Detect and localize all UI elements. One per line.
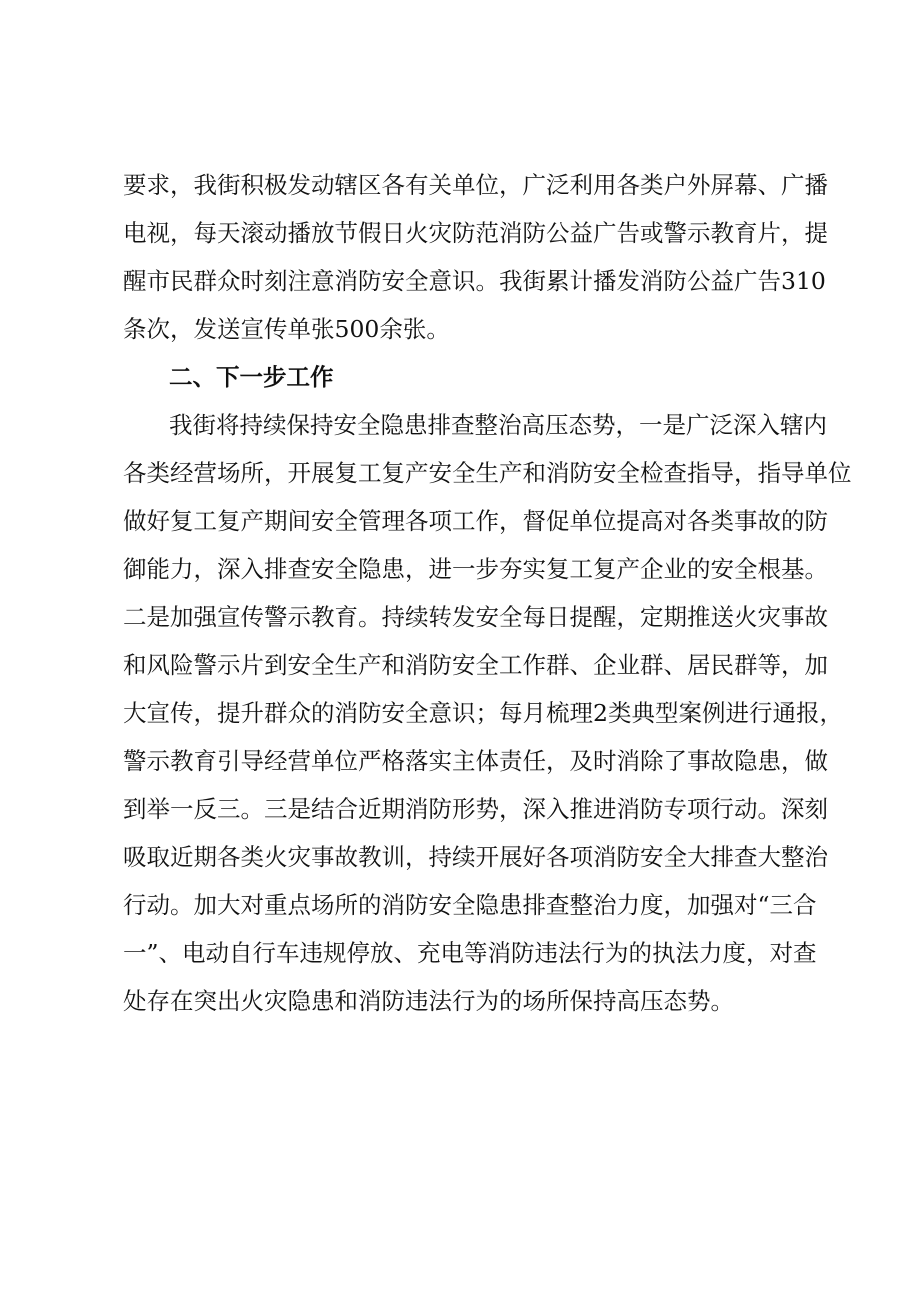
section-heading: 二、下一步工作 [169, 363, 334, 391]
paragraph-2-line-11: 行动。加大对重点场所的消防安全隐患排查整治力度，加强对“三合 [123, 891, 817, 919]
paragraph-2-line-13: 处存在突出火灾隐患和消防违法行为的场所保持高压态势。 [123, 987, 734, 1015]
paragraph-1-line-4: 条次，发送宣传单张500余张。 [123, 315, 450, 343]
paragraph-2-line-9: 到举一反三。三是结合近期消防形势，深入推进消防专项行动。深刻 [123, 795, 828, 823]
paragraph-2-line-12: 一”、电动自行车违规停放、充电等消防违法行为的执法力度，对查 [123, 939, 817, 967]
paragraph-2-line-2: 各类经营场所，开展复工复产安全生产和消防安全检查指导，指导单位 [123, 459, 852, 487]
paragraph-2-line-6: 和风险警示片到安全生产和消防安全工作群、企业群、居民群等，加 [123, 651, 828, 679]
paragraph-2-line-8: 警示教育引导经营单位严格落实主体责任，及时消除了事故隐患，做 [123, 747, 828, 775]
paragraph-2-line-4: 御能力，深入排查安全隐患，进一步夯实复工复产企业的安全根基。 [123, 555, 828, 583]
paragraph-2-line-5: 二是加强宣传警示教育。持续转发安全每日提醒，定期推送火灾事故 [123, 603, 828, 631]
paragraph-2-line-3: 做好复工复产期间安全管理各项工作，督促单位提高对各类事故的防 [123, 507, 828, 535]
paragraph-2-line-1: 我街将持续保持安全隐患排查整治高压态势，一是广泛深入辖内 [169, 411, 827, 439]
paragraph-1-line-3: 醒市民群众时刻注意消防安全意识。我街累计播发消防公益广告310 [123, 267, 826, 295]
paragraph-1-line-2: 电视，每天滚动播放节假日火灾防范消防公益广告或警示教育片，提 [123, 219, 828, 247]
paragraph-2-line-7: 大宣传，提升群众的消防安全意识；每月梳理2类典型案例进行通报， [123, 699, 843, 727]
paragraph-2-line-10: 吸取近期各类火灾事故教训，持续开展好各项消防安全大排查大整治 [123, 843, 828, 871]
paragraph-1-line-1: 要求，我街积极发动辖区各有关单位，广泛利用各类户外屏幕、广播 [123, 171, 828, 199]
